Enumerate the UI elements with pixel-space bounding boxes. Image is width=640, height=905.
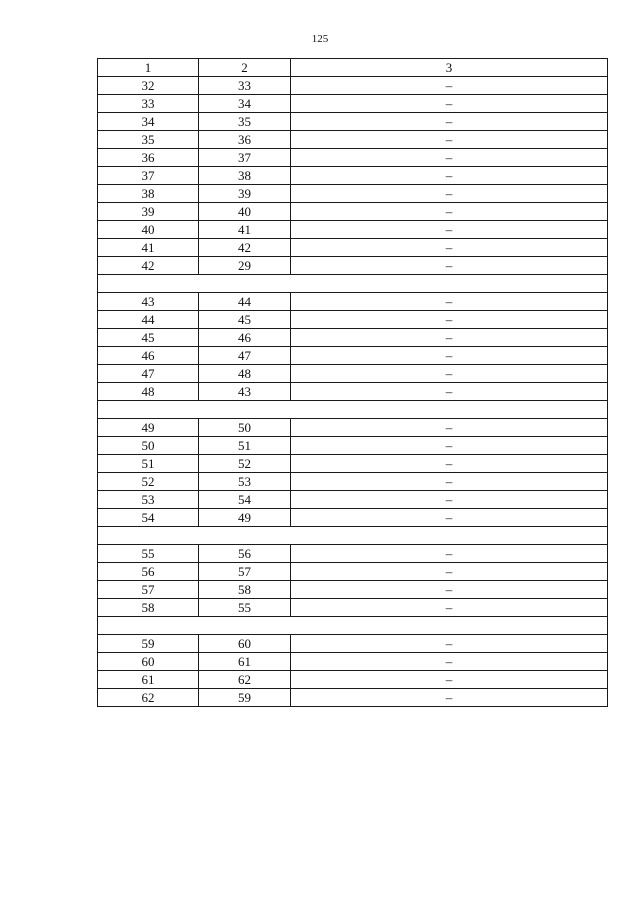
table-row <box>98 131 608 149</box>
group-separator-row <box>98 275 608 293</box>
table-cell-col-2: 59 <box>199 689 291 707</box>
table-cell-col-1: 51 <box>98 455 199 473</box>
table-cell-col-1: 49 <box>98 419 199 437</box>
table-cell-col-3: – <box>291 257 608 275</box>
header-cell-1: 1 <box>98 59 199 77</box>
table-cell-col-3: – <box>291 437 608 455</box>
table-cell-col-2: 50 <box>199 419 291 437</box>
table-cell-col-1: 46 <box>98 347 199 365</box>
table-cell-col-2: 58 <box>199 581 291 599</box>
table-cell-col-3: – <box>291 95 608 113</box>
table-cell-col-2: 38 <box>199 167 291 185</box>
table-cell-col-2: 44 <box>199 293 291 311</box>
table-cell-col-3: – <box>291 635 608 653</box>
table-cell-col-1: 38 <box>98 185 199 203</box>
table-cell-col-1: 60 <box>98 653 199 671</box>
table-cell-col-1: 41 <box>98 239 199 257</box>
table-row <box>98 77 608 95</box>
separator-cell <box>98 527 608 545</box>
table-cell-col-3: – <box>291 77 608 95</box>
table-cell-col-3: – <box>291 167 608 185</box>
table-cell-col-1: 50 <box>98 437 199 455</box>
table-cell-col-1: 61 <box>98 671 199 689</box>
table-row <box>98 95 608 113</box>
table-cell-col-3: – <box>291 509 608 527</box>
header-cell-2: 2 <box>199 59 291 77</box>
table-cell-col-3: – <box>291 329 608 347</box>
table-cell-col-3: – <box>291 365 608 383</box>
table-cell-col-3: – <box>291 203 608 221</box>
table-cell-col-3: – <box>291 419 608 437</box>
table-cell-col-3: – <box>291 221 608 239</box>
header-cell-3: 3 <box>291 59 608 77</box>
table-cell-col-2: 48 <box>199 365 291 383</box>
table-row <box>98 329 608 347</box>
table-cell-col-2: 47 <box>199 347 291 365</box>
table-cell-col-1: 58 <box>98 599 199 617</box>
group-separator-row <box>98 527 608 545</box>
table-cell-col-1: 56 <box>98 563 199 581</box>
table-row <box>98 257 608 275</box>
table-cell-col-3: – <box>291 545 608 563</box>
table-body <box>98 59 608 707</box>
table-cell-col-2: 40 <box>199 203 291 221</box>
table-cell-col-1: 36 <box>98 149 199 167</box>
table-cell-col-2: 45 <box>199 311 291 329</box>
table-cell-col-3: – <box>291 563 608 581</box>
table-cell-col-2: 39 <box>199 185 291 203</box>
table-cell-col-3: – <box>291 347 608 365</box>
table-cell-col-2: 29 <box>199 257 291 275</box>
table-row <box>98 203 608 221</box>
table-cell-col-1: 57 <box>98 581 199 599</box>
separator-cell <box>98 275 608 293</box>
table-cell-col-2: 55 <box>199 599 291 617</box>
table-cell-col-1: 62 <box>98 689 199 707</box>
table-cell-col-2: 54 <box>199 491 291 509</box>
table-cell-col-3: – <box>291 185 608 203</box>
table-cell-col-3: – <box>291 293 608 311</box>
table-cell-col-2: 37 <box>199 149 291 167</box>
table-cell-col-1: 53 <box>98 491 199 509</box>
table-row <box>98 455 608 473</box>
table-cell-col-1: 59 <box>98 635 199 653</box>
table-cell-col-1: 47 <box>98 365 199 383</box>
table-cell-col-1: 39 <box>98 203 199 221</box>
table-cell-col-2: 52 <box>199 455 291 473</box>
table-row <box>98 635 608 653</box>
table-cell-col-3: – <box>291 149 608 167</box>
table-cell-col-2: 42 <box>199 239 291 257</box>
table-cell-col-1: 33 <box>98 95 199 113</box>
separator-cell <box>98 617 608 635</box>
table-cell-col-3: – <box>291 473 608 491</box>
table-cell-col-2: 56 <box>199 545 291 563</box>
table-cell-col-3: – <box>291 599 608 617</box>
table-cell-col-1: 54 <box>98 509 199 527</box>
table-cell-col-2: 57 <box>199 563 291 581</box>
table-cell-col-3: – <box>291 689 608 707</box>
table-cell-col-1: 43 <box>98 293 199 311</box>
table-cell-col-3: – <box>291 671 608 689</box>
table-cell-col-1: 34 <box>98 113 199 131</box>
group-separator-row <box>98 401 608 419</box>
group-separator-row <box>98 617 608 635</box>
data-table <box>97 58 608 707</box>
table-row <box>98 689 608 707</box>
table-cell-col-1: 40 <box>98 221 199 239</box>
table-row <box>98 185 608 203</box>
table-cell-col-1: 35 <box>98 131 199 149</box>
table-cell-col-2: 60 <box>199 635 291 653</box>
table-row <box>98 419 608 437</box>
table-cell-col-3: – <box>291 455 608 473</box>
table-row <box>98 545 608 563</box>
table-cell-col-3: – <box>291 131 608 149</box>
table-cell-col-1: 48 <box>98 383 199 401</box>
table-row <box>98 149 608 167</box>
table-cell-col-3: – <box>291 113 608 131</box>
table-row <box>98 239 608 257</box>
table-row <box>98 383 608 401</box>
table-cell-col-1: 44 <box>98 311 199 329</box>
header-row <box>98 59 608 77</box>
table-row <box>98 113 608 131</box>
table-cell-col-1: 42 <box>98 257 199 275</box>
table-cell-col-2: 36 <box>199 131 291 149</box>
table-cell-col-2: 53 <box>199 473 291 491</box>
table-row <box>98 221 608 239</box>
table-cell-col-2: 49 <box>199 509 291 527</box>
table-cell-col-3: – <box>291 491 608 509</box>
table-cell-col-2: 46 <box>199 329 291 347</box>
table-row <box>98 167 608 185</box>
table-row <box>98 473 608 491</box>
table-cell-col-1: 32 <box>98 77 199 95</box>
table-row <box>98 509 608 527</box>
table-cell-col-3: – <box>291 311 608 329</box>
table-cell-col-2: 33 <box>199 77 291 95</box>
table-cell-col-2: 35 <box>199 113 291 131</box>
table-cell-col-2: 43 <box>199 383 291 401</box>
table-row <box>98 491 608 509</box>
table-cell-col-2: 41 <box>199 221 291 239</box>
table-cell-col-3: – <box>291 383 608 401</box>
table-cell-col-1: 37 <box>98 167 199 185</box>
table-row <box>98 293 608 311</box>
table-row <box>98 347 608 365</box>
table-row <box>98 437 608 455</box>
table-cell-col-2: 51 <box>199 437 291 455</box>
table-row <box>98 581 608 599</box>
table-cell-col-1: 45 <box>98 329 199 347</box>
table-cell-col-1: 52 <box>98 473 199 491</box>
page-number: 125 <box>311 33 329 45</box>
table-row <box>98 365 608 383</box>
table-cell-col-2: 62 <box>199 671 291 689</box>
table-cell-col-3: – <box>291 581 608 599</box>
table-row <box>98 563 608 581</box>
table-cell-col-3: – <box>291 239 608 257</box>
table-cell-col-3: – <box>291 653 608 671</box>
table-row <box>98 311 608 329</box>
table-row <box>98 599 608 617</box>
table-cell-col-2: 61 <box>199 653 291 671</box>
table-cell-col-2: 34 <box>199 95 291 113</box>
table-row <box>98 671 608 689</box>
separator-cell <box>98 401 608 419</box>
table-cell-col-1: 55 <box>98 545 199 563</box>
table-row <box>98 653 608 671</box>
